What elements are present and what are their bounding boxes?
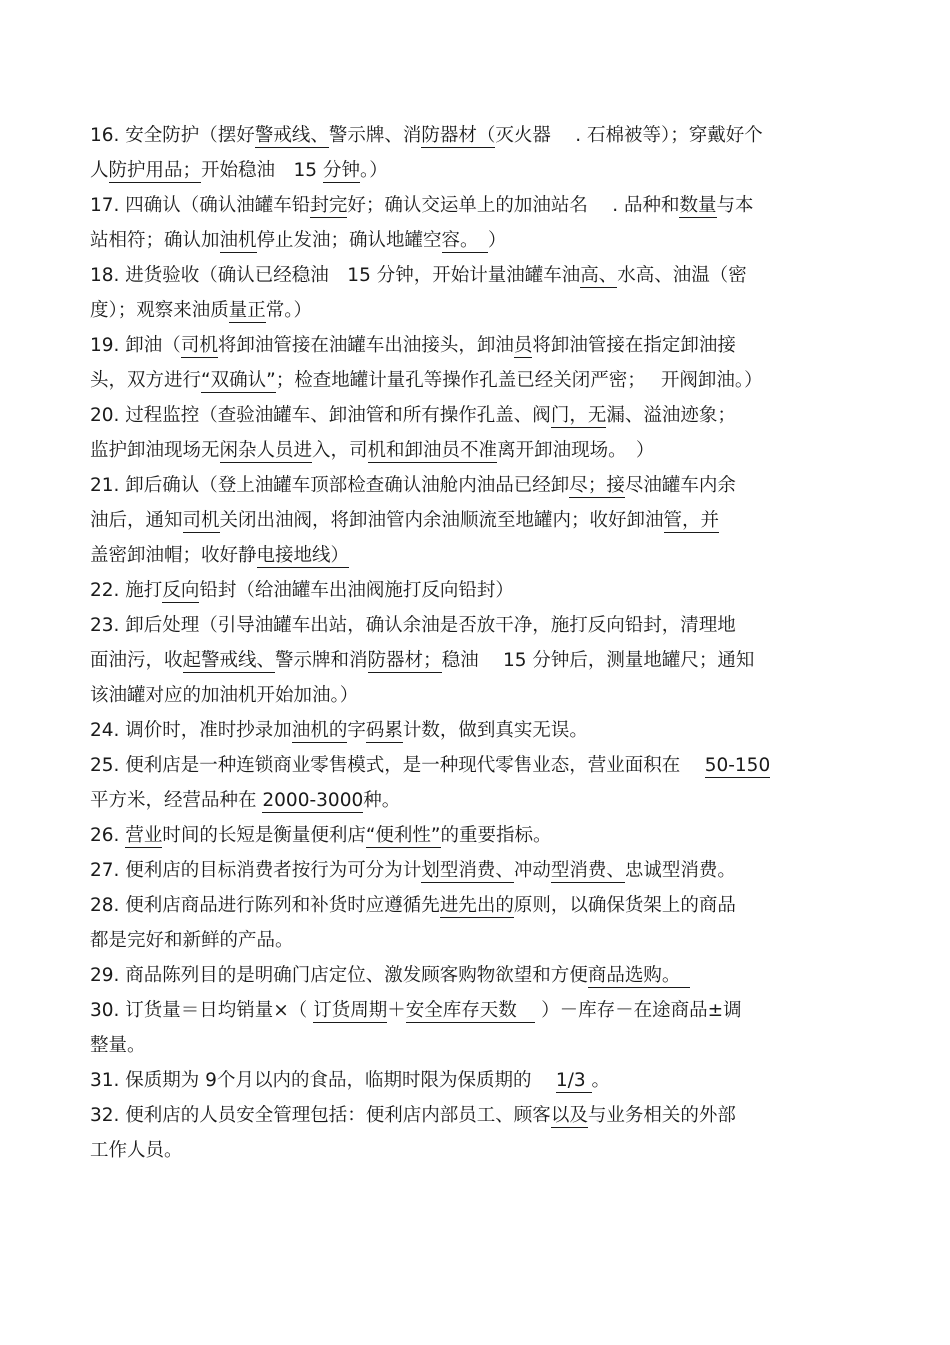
text-line: [90, 888, 870, 923]
text-segment: 该油罐对应的加油机开始加油。）: [90, 685, 359, 706]
text-line: [90, 468, 870, 503]
text-segment: 的重要指标。: [440, 825, 552, 846]
text-segment: 将卸油管接在油罐车出油接头，卸油: [217, 335, 514, 356]
text-segment: 字: [347, 720, 366, 741]
underlined-answer: 电接地线）: [256, 545, 350, 566]
underlined-answer: 反向: [162, 580, 200, 601]
text-segment: 监护卸油现场无: [90, 440, 220, 461]
text-line: [90, 258, 870, 293]
text-segment: 18. 进货验收（确认已经稳油 15 分钟，开始计量油罐车油: [90, 265, 581, 286]
underlined-answer: 量正: [228, 300, 266, 321]
question-item-28: [90, 888, 870, 958]
text-segment: 平方米，经营品种在: [90, 790, 263, 811]
underlined-answer: 员: [513, 335, 533, 356]
text-segment: 油后，通知: [90, 510, 183, 531]
text-segment: 16. 安全防护（摆好: [90, 125, 255, 146]
underlined-answer: “双确认”: [201, 370, 276, 391]
question-item-19: [90, 328, 870, 398]
text-segment: 时间的长短是衡量便利店: [162, 825, 366, 846]
text-line: [90, 293, 870, 328]
text-segment: 19. 卸油（: [90, 335, 181, 356]
underlined-answer: 订货周期: [313, 1000, 388, 1021]
text-segment: 盖密卸油帽；收好静: [90, 545, 257, 566]
underlined-answer: 油机: [219, 230, 257, 251]
text-segment: ）: [487, 230, 507, 251]
text-line: [90, 538, 870, 573]
text-segment: ）－库存－在途商品±调: [535, 1000, 742, 1021]
text-segment: 离开卸油现场。 ）: [497, 440, 655, 461]
text-segment: 。）: [359, 160, 388, 181]
text-line: [90, 1028, 870, 1063]
underlined-answer: 1/3: [555, 1070, 592, 1091]
text-segment: 铅封（给油罐车出油阀施打反向铅封）: [199, 580, 514, 601]
text-line: [90, 713, 870, 748]
question-item-18: [90, 258, 870, 328]
question-item-22: [90, 573, 870, 608]
question-item-17: [90, 188, 870, 258]
text-line: [90, 678, 870, 713]
text-segment: 计数，做到真实无误。: [402, 720, 588, 741]
text-segment: 23. 卸后处理（引导油罐车出站，确认余油是否放干净，施打反向铅封，清理地: [90, 615, 736, 636]
text-segment: 与本: [716, 195, 754, 216]
question-item-26: [90, 818, 870, 853]
text-line: [90, 188, 870, 223]
text-segment: 30. 订货量＝日均销量×（: [90, 1000, 314, 1021]
text-segment: 面油污，收: [90, 650, 183, 671]
underlined-answer: 油机的: [291, 720, 348, 741]
text-segment: 头，双方进行: [90, 370, 202, 391]
text-segment: 警示牌和消: [275, 650, 368, 671]
text-line: [90, 923, 870, 958]
text-segment: 都是完好和新鲜的产品。: [90, 930, 294, 951]
text-line: [90, 1098, 870, 1133]
text-line: [90, 1133, 870, 1168]
text-segment: 32. 便利店的人员安全管理包括：便利店内部员工、顾客: [90, 1105, 551, 1126]
underlined-answer: 高、: [580, 265, 618, 286]
underlined-answer: 容。: [441, 230, 488, 251]
text-line: [90, 328, 870, 363]
underlined-answer: 防器材（: [421, 125, 496, 146]
question-item-27: [90, 853, 870, 888]
underlined-answer: 划型消费、: [421, 860, 514, 881]
text-segment: 冲动: [513, 860, 551, 881]
text-line: [90, 573, 870, 608]
text-segment: 水高、油温（密: [617, 265, 747, 286]
text-segment: 尽油罐车内余: [624, 475, 736, 496]
text-line: [90, 748, 870, 783]
underlined-answer: 2000-3000: [262, 790, 364, 811]
text-segment: 21. 卸后确认（登上油罐车顶部检查确认油舱内油品已经卸: [90, 475, 570, 496]
text-segment: 20. 过程监控（查验油罐车、卸油管和所有操作孔盖、阀: [90, 405, 551, 426]
underlined-answer: 商品选购。: [587, 965, 690, 986]
text-segment: 漏、溢油迹象；: [606, 405, 736, 426]
underlined-answer: 防护用品；: [108, 160, 202, 181]
underlined-answer: 营业: [125, 825, 163, 846]
text-segment: 。: [591, 1070, 611, 1091]
question-item-23: [90, 608, 870, 713]
underlined-answer: 防器材；: [367, 650, 442, 671]
underlined-answer: 封完: [310, 195, 348, 216]
text-segment: 站相符；确认加: [90, 230, 220, 251]
question-list: [90, 118, 870, 1168]
underlined-answer: 以及: [550, 1105, 588, 1126]
text-segment: 22. 施打: [90, 580, 163, 601]
question-item-16: [90, 118, 870, 188]
text-segment: 停止发油；确认地罐空: [256, 230, 442, 251]
text-segment: 常。）: [265, 300, 313, 321]
text-segment: 17. 四确认（确认油罐车铅: [90, 195, 311, 216]
text-segment: 工作人员。: [90, 1140, 183, 1161]
text-line: [90, 153, 870, 188]
question-item-24: [90, 713, 870, 748]
underlined-answer: 尽；接: [569, 475, 625, 496]
text-segment: 31. 保质期为 9个月以内的食品，临期时限为保质期的: [90, 1070, 556, 1091]
text-segment: 关闭出油阀，将卸油管内余油顺流至地罐内；收好卸油: [219, 510, 664, 531]
text-segment: ＋: [387, 1000, 406, 1021]
text-line: [90, 1063, 870, 1098]
text-segment: 26.: [90, 825, 126, 846]
text-line: [90, 608, 870, 643]
underlined-answer: 分钟: [322, 160, 360, 181]
text-line: [90, 643, 870, 678]
text-line: [90, 503, 870, 538]
question-item-20: [90, 398, 870, 468]
text-segment: 27. 便利店的目标消费者按行为可分为计: [90, 860, 422, 881]
question-item-32: [90, 1098, 870, 1168]
text-segment: 28. 便利店商品进行陈列和补货时应遵循先: [90, 895, 440, 916]
text-segment: ；检查地罐计量孔等操作孔盖已经关闭严密； 开阀卸油。）: [275, 370, 763, 391]
text-line: [90, 853, 870, 888]
question-item-25: [90, 748, 870, 818]
text-line: [90, 818, 870, 853]
text-segment: 整量。: [90, 1035, 146, 1056]
text-segment: 29. 商品陈列目的是明确门店定位、激发顾客购物欲望和方便: [90, 965, 588, 986]
text-line: [90, 398, 870, 433]
underlined-answer: 机和卸油员不准: [367, 440, 498, 461]
text-segment: 开始稳油 15: [201, 160, 323, 181]
question-item-31: [90, 1063, 870, 1098]
underlined-answer: 50-150: [704, 755, 771, 776]
text-segment: 将卸油管接在指定卸油接: [532, 335, 736, 356]
text-segment: 与业务相关的外部: [587, 1105, 736, 1126]
text-line: [90, 993, 870, 1028]
text-line: [90, 783, 870, 818]
text-segment: 25. 便利店是一种连锁商业零售模式，是一种现代零售业态，营业面积在: [90, 755, 705, 776]
underlined-answer: 码累: [365, 720, 403, 741]
text-line: [90, 118, 870, 153]
underlined-answer: 进先出的: [439, 895, 514, 916]
underlined-answer: 型消费、: [550, 860, 625, 881]
question-item-21: [90, 468, 870, 573]
text-segment: 种。: [363, 790, 401, 811]
text-segment: 稳油 15 分钟后，测量地罐尺；通知: [441, 650, 755, 671]
text-segment: 忠诚型消费。: [624, 860, 736, 881]
question-item-30: [90, 993, 870, 1063]
underlined-answer: 闲杂人员进: [219, 440, 313, 461]
text-line: [90, 433, 870, 468]
underlined-answer: 安全库存天数: [405, 1000, 536, 1021]
text-segment: 好；确认交运单上的加油站名 . 品种和: [347, 195, 680, 216]
underlined-answer: 门，无: [550, 405, 607, 426]
text-segment: 人: [90, 160, 109, 181]
text-segment: 入，司: [312, 440, 368, 461]
underlined-answer: 司机: [182, 510, 220, 531]
text-segment: 原则，以确保货架上的商品: [513, 895, 736, 916]
text-segment: 24. 调价时，准时抄录加: [90, 720, 292, 741]
text-line: [90, 223, 870, 258]
underlined-answer: 管，并: [663, 510, 720, 531]
text-line: [90, 363, 870, 398]
underlined-answer: 起警戒线、: [182, 650, 276, 671]
text-line: [90, 958, 870, 993]
text-segment: 度）；观察来油质: [90, 300, 229, 321]
underlined-answer: 司机: [180, 335, 218, 356]
underlined-answer: “便利性”: [365, 825, 441, 846]
underlined-answer: 警戒线、: [254, 125, 329, 146]
question-item-29: [90, 958, 870, 993]
underlined-answer: 数量: [679, 195, 717, 216]
text-segment: 警示牌、消: [328, 125, 422, 146]
text-segment: 灭火器 . 石棉被等）；穿戴好个: [495, 125, 763, 146]
